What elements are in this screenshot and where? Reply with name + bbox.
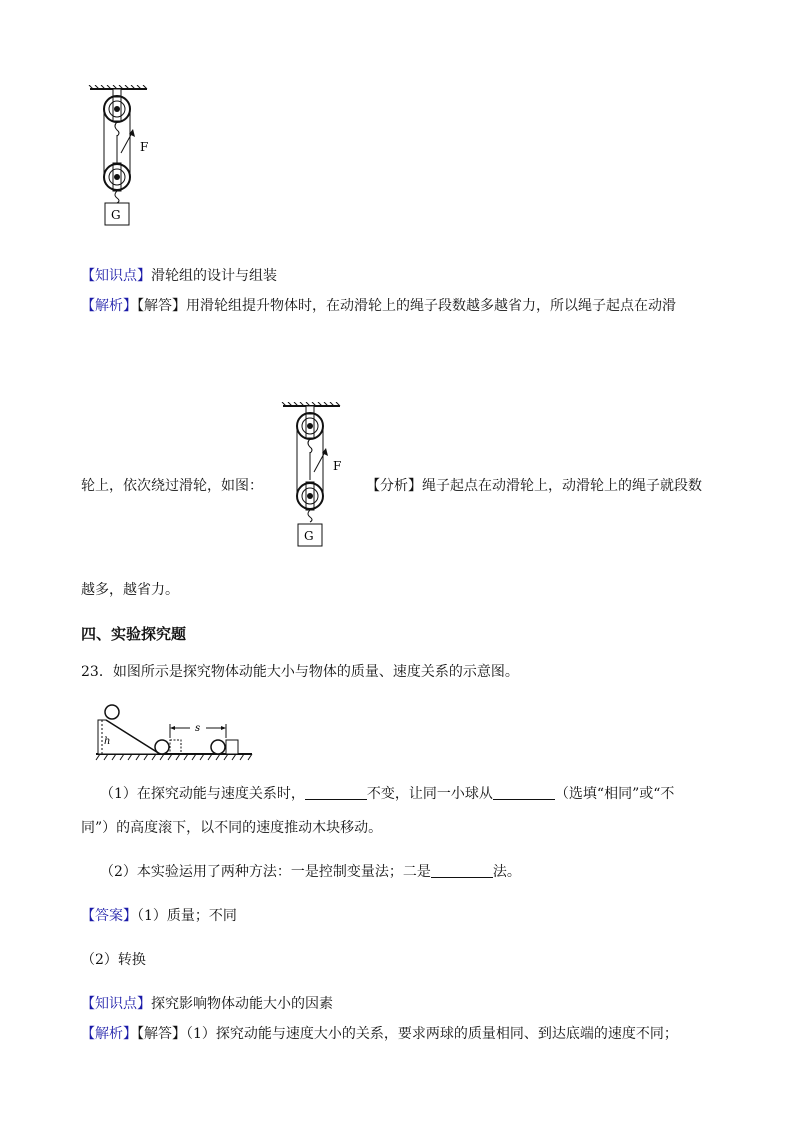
force-label: F <box>140 140 149 154</box>
part1-text-c: （选填“相同”或“不 <box>554 786 675 802</box>
analysis-text-2: 【解答】（1）探究动能与速度大小的关系，要求两球的质量相同、到达底端的速度不同； <box>137 1026 678 1042</box>
blank-3[interactable] <box>431 863 493 878</box>
analysis-end-text: 越多，越省力。 <box>81 582 179 598</box>
analysis-cont-line <box>81 476 263 496</box>
analysis-tag: 【解析】 <box>81 298 137 314</box>
weight-label: G <box>111 208 121 222</box>
part2-text-a: （2）本实验运用了两种方法：一是控制变量法；二是 <box>100 864 431 880</box>
part2-line <box>100 862 521 882</box>
fenxi-text: 【分析】绳子起点在动滑轮上，动滑轮上的绳子就段数 <box>366 478 702 494</box>
ramp-figure <box>94 700 256 762</box>
knowledge-text-2: 探究影响物体动能大小的因素 <box>151 996 333 1012</box>
answer-1: （1）质量；不同 <box>137 908 237 924</box>
knowledge-tag-2: 【知识点】 <box>81 996 151 1012</box>
analysis-text: 【解答】用滑轮组提升物体时，在动滑轮上的绳子段数越多越省力，所以绳子起点在动滑 <box>137 298 676 314</box>
knowledge-line-1 <box>81 266 277 286</box>
knowledge-line-2 <box>81 994 333 1014</box>
answer-line-2: （2）转换 <box>81 952 146 968</box>
part1-text-a: （1）在探究动能与速度关系时， <box>100 786 305 802</box>
height-label: h <box>104 736 111 747</box>
analysis-end-line <box>81 580 179 600</box>
part2-text-b: 法。 <box>492 864 521 880</box>
blank-2[interactable] <box>493 785 555 800</box>
pulley-figure-1 <box>85 85 165 235</box>
part1-text-b: 不变，让同一小球从 <box>366 786 493 802</box>
weight-label-2: G <box>304 529 314 543</box>
analysis-cont-text: 轮上，依次绕过滑轮，如图： <box>81 478 263 494</box>
knowledge-tag: 【知识点】 <box>81 268 151 284</box>
analysis-tag-2: 【解析】 <box>81 1026 137 1042</box>
answer-tag: 【答案】 <box>81 908 137 924</box>
part1-line-2: 同”）的高度滚下，以不同的速度推动木块移动。 <box>81 820 383 836</box>
section-heading: 四、实验探究题 <box>81 625 187 643</box>
distance-label: s <box>195 723 201 734</box>
pulley-figure-2 <box>278 402 358 552</box>
blank-1[interactable] <box>305 785 367 800</box>
force-label-2: F <box>333 459 342 473</box>
analysis-line-2 <box>81 1024 678 1044</box>
analysis-line-1 <box>81 296 676 316</box>
question-stem: 23．如图所示是探究物体动能大小与物体的质量、速度关系的示意图。 <box>81 664 519 680</box>
answer-line-1 <box>81 906 237 926</box>
fenxi-line <box>366 476 702 496</box>
knowledge-text: 滑轮组的设计与组装 <box>151 268 277 284</box>
part1-line-1 <box>100 784 674 804</box>
